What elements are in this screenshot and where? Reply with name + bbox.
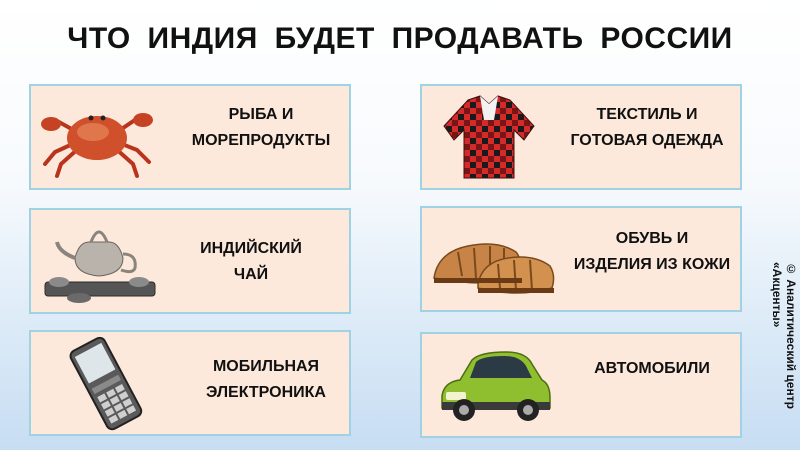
card-label bbox=[552, 102, 742, 154]
car-icon bbox=[436, 344, 556, 430]
card-label bbox=[171, 236, 331, 288]
copyright-note bbox=[770, 262, 798, 409]
card-label-line2: МОРЕПРОДУКТЫ bbox=[191, 132, 331, 149]
card-label bbox=[171, 102, 351, 154]
card-textile bbox=[420, 84, 742, 190]
teapot-icon bbox=[39, 212, 159, 308]
copyright-line1: © Аналитический центр bbox=[784, 262, 798, 409]
copyright-line2: «Акценты» bbox=[770, 262, 784, 328]
sandal-icon bbox=[428, 222, 558, 302]
card-label-line1: ОБУВЬ И bbox=[615, 230, 689, 247]
card-mobile-electronics bbox=[29, 330, 351, 436]
card-tea bbox=[29, 208, 351, 314]
card-label-line2: ЭЛЕКТРОНИКА bbox=[206, 384, 326, 401]
page-title: ЧТО ИНДИЯ БУДЕТ ПРОДАВАТЬ РОССИИ bbox=[67, 22, 733, 55]
card-label-line2: ЧАЙ bbox=[233, 266, 269, 283]
card-label bbox=[181, 354, 351, 406]
card-footwear bbox=[420, 206, 742, 312]
card-seafood bbox=[29, 84, 351, 190]
crab-icon bbox=[37, 92, 157, 182]
card-label-line1: МОБИЛЬНАЯ bbox=[212, 358, 320, 375]
shirt-icon bbox=[434, 90, 544, 186]
card-automobiles bbox=[420, 332, 742, 438]
card-label-line1: ИНДИЙСКИЙ bbox=[200, 240, 302, 257]
card-label-line1: ТЕКСТИЛЬ И bbox=[596, 106, 698, 123]
card-label bbox=[567, 356, 737, 382]
card-label-line1: АВТОМОБИЛИ bbox=[594, 360, 710, 377]
card-label-line2: ГОТОВАЯ ОДЕЖДА bbox=[570, 132, 724, 149]
mobile-phone-icon bbox=[55, 336, 155, 432]
card-label-line1: РЫБА И bbox=[228, 106, 294, 123]
card-label bbox=[562, 226, 742, 278]
card-label-line2: ИЗДЕЛИЯ ИЗ КОЖИ bbox=[573, 256, 731, 273]
